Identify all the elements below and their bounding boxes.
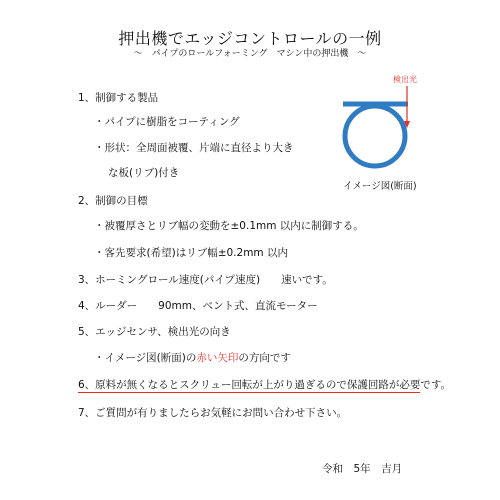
- item-5-heading: 5、エッジセンサ、検出光の向き: [78, 326, 231, 338]
- item-2-heading: 2、制御の目標: [78, 195, 148, 207]
- item-1-detail-c: な板(リブ)付き: [108, 167, 180, 179]
- item-5-detail-red-arrow-text: 赤い矢印: [196, 352, 239, 364]
- page-subtitle: ～ パイプのロールフォーミング マシン中の押出機 ～: [133, 49, 367, 59]
- item-5-detail-post: の方向です: [238, 352, 291, 364]
- item-4: 4、ルーダー 90mm、ベント式、直流モーター: [78, 300, 318, 312]
- item-6: 6、原料が無くなるとスクリュー回転が上がり過ぎるので保護回路が必要です。: [78, 379, 452, 391]
- item-1-heading: 1、制御する製品: [78, 92, 159, 104]
- item-5-detail-pre: ・イメージ図(断面)の: [94, 352, 197, 364]
- pipe-ring-shape: [345, 106, 405, 166]
- date-line: 令和 5年 吉月: [322, 463, 403, 475]
- item-2-detail-a: ・被覆厚さとリブ幅の変動を±0.1mm 以内に制御する。: [94, 220, 364, 232]
- item-3: 3、ホーミングロール速度(パイプ速度) 速いです。: [78, 274, 333, 286]
- item-1-detail-b: ・形状：全周面被覆、片端に直径より大き: [94, 142, 294, 154]
- figure-caption: イメージ図(断面): [343, 181, 417, 192]
- detection-light-label: 検出光: [393, 75, 417, 84]
- item-1-detail-a: ・パイプに樹脂をコーティング: [94, 116, 240, 128]
- page-title: 押出機でエッジコントロールの一例: [118, 29, 382, 48]
- item-7: 7、ご質問が有りましたらお気軽にお問い合わせ下さい。: [78, 407, 348, 419]
- item-2-detail-b: ・客先要求(希望)はリブ幅±0.2mm 以内: [94, 247, 288, 259]
